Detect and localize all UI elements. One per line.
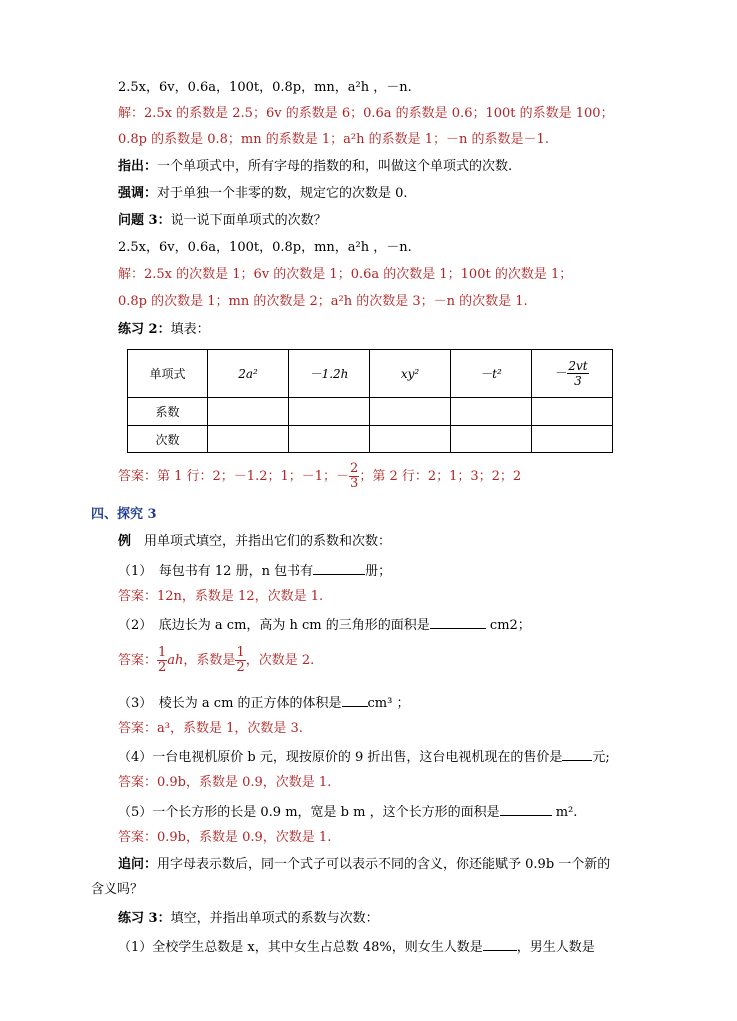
example-label: 例 bbox=[118, 534, 132, 549]
example-a2-fraction-2 bbox=[235, 646, 245, 675]
exercise-2 bbox=[118, 320, 210, 340]
example-a2 bbox=[118, 645, 314, 677]
fill-in-table bbox=[127, 349, 613, 453]
followup-label: 追问： bbox=[118, 857, 158, 872]
example-a3: 答案：a³，系数是 1，次数是 3. bbox=[118, 721, 303, 736]
example-q2-tail: cm2； bbox=[485, 618, 531, 633]
answer-blank[interactable] bbox=[430, 614, 486, 629]
answer-blank[interactable] bbox=[500, 801, 552, 816]
example-q2 bbox=[118, 614, 531, 636]
example-a2-numerator-2: 1 bbox=[236, 645, 245, 660]
exercise-3-q1-tail: ，男生人数是 bbox=[516, 940, 595, 955]
question-3 bbox=[118, 211, 327, 231]
followup-line-1 bbox=[118, 855, 610, 875]
table-cell-empty[interactable] bbox=[451, 398, 532, 426]
answer-blank[interactable] bbox=[342, 692, 368, 707]
table-cell-empty[interactable] bbox=[451, 426, 532, 453]
exercise-3-q1-text: （1）全校学生总数是 x，其中女生占总数 48%，则女生人数是 bbox=[118, 940, 483, 955]
emphasis-line bbox=[118, 184, 408, 204]
exercise-2-text: 填表： bbox=[170, 322, 210, 337]
example-q4 bbox=[118, 746, 610, 768]
followup-line-2: 含义吗？ bbox=[91, 882, 144, 897]
coefficient-answer-line-1: 解：2.5x 的系数是 2.5；6v 的系数是 6；0.6a 的系数是 0.6；100t 的系数是 100； bbox=[118, 106, 614, 121]
example-q5-tail: m². bbox=[551, 805, 578, 820]
fraction-denominator: 3 bbox=[574, 374, 582, 388]
example-text: 用单项式填空，并指出它们的系数和次数： bbox=[144, 534, 392, 549]
fraction bbox=[567, 359, 588, 388]
example-a5: 答案：0.9b，系数是 0.9，次数是 1. bbox=[118, 830, 332, 845]
question-3-label: 问题 3： bbox=[118, 213, 171, 228]
example-a2-denominator: 2 bbox=[158, 660, 167, 675]
table-answer-prefix: 答案：第 1 行：2；－1.2；1；－1；－ bbox=[118, 469, 350, 484]
fraction-sign: － bbox=[555, 366, 568, 380]
table-answer-suffix: ；第 2 行：2；1；3；2；2 bbox=[359, 469, 522, 484]
example-a2-prefix: 答案： bbox=[118, 653, 158, 668]
fraction-numerator: 2vt bbox=[568, 359, 588, 373]
monomial-list: 2.5x，6v，0.6a，100t，0.8p，mn，a²h ，－n. bbox=[118, 80, 412, 95]
example-q1-tail: 册； bbox=[365, 564, 392, 579]
table-answer-numerator: 2 bbox=[350, 461, 359, 476]
example-q5 bbox=[118, 801, 577, 823]
exercise-3-label: 练习 3： bbox=[118, 911, 171, 926]
table-cell-empty[interactable] bbox=[289, 426, 370, 453]
example-a2-suffix: ，次数是 2. bbox=[245, 653, 315, 668]
table-cell-empty[interactable] bbox=[208, 426, 289, 453]
example-q1 bbox=[118, 560, 391, 582]
example-a2-mid: ，系数是 bbox=[183, 653, 236, 668]
example-q4-text: （4）一台电视机原价 b 元，现按原价的 9 折出售，这台电视机现在的售价是 bbox=[118, 750, 563, 765]
table-header-monomial: 单项式 bbox=[128, 350, 208, 398]
question-3-text: 说一说下面单项式的次数？ bbox=[170, 213, 327, 228]
table-cell-empty[interactable] bbox=[532, 426, 613, 453]
example-q3 bbox=[118, 692, 409, 714]
table-answer-fraction bbox=[349, 462, 359, 491]
example-q1-text: （1） 每包书有 12 册，n 包书有 bbox=[118, 564, 314, 579]
example-q5-text: （5）一个长方形的长是 0.9 m，宽是 b m ，这个长方形的面积是 bbox=[118, 805, 500, 820]
monomial-list-2: 2.5x，6v，0.6a，100t，0.8p，mn，a²h ，－n. bbox=[118, 240, 412, 255]
table-cell-empty[interactable] bbox=[370, 398, 451, 426]
table-answer-denominator: 3 bbox=[350, 476, 359, 491]
example-q4-tail: 元; bbox=[592, 750, 610, 765]
example-q3-text: （3） 棱长为 a cm 的正方体的体积是 bbox=[118, 696, 342, 711]
exercise-3-q1 bbox=[118, 936, 595, 958]
definition-degree bbox=[118, 157, 512, 177]
degree-answer-line-2: 0.8p 的次数是 1；mn 的次数是 2；a²h 的次数是 3；－n 的次数是 1. bbox=[118, 294, 528, 309]
exercise-3 bbox=[118, 909, 379, 929]
emphasis-text: 对于单独一个非零的数，规定它的次数是 0. bbox=[157, 186, 408, 201]
table-cell-empty[interactable] bbox=[208, 398, 289, 426]
table-cell-monomial-1: 2a² bbox=[208, 350, 289, 398]
example-q3-tail: cm³ ； bbox=[367, 696, 410, 711]
example-q2-text: （2） 底边长为 a cm，高为 h cm 的三角形的面积是 bbox=[118, 618, 430, 633]
exercise-2-label: 练习 2： bbox=[118, 322, 171, 337]
degree-answer-line-1: 解：2.5x 的次数是 1；6v 的次数是 1；0.6a 的次数是 1；100t 的次数是 1； bbox=[118, 267, 573, 282]
table-answer bbox=[118, 462, 521, 492]
example-a2-fraction bbox=[157, 646, 167, 675]
table-cell-empty[interactable] bbox=[532, 398, 613, 426]
example-a1: 答案：12n，系数是 12，次数是 1. bbox=[118, 589, 324, 604]
example-a2-variable: ah bbox=[167, 653, 184, 668]
table-cell-monomial-3: xy² bbox=[370, 350, 451, 398]
example-a2-denominator-2: 2 bbox=[236, 660, 245, 675]
table-cell-monomial-4: －t² bbox=[451, 350, 532, 398]
answer-blank[interactable] bbox=[483, 936, 517, 951]
table-cell-empty[interactable] bbox=[289, 398, 370, 426]
answer-blank[interactable] bbox=[562, 746, 592, 761]
example-a4: 答案：0.9b，系数是 0.9，次数是 1. bbox=[118, 775, 332, 790]
table-cell-monomial-5 bbox=[532, 350, 613, 398]
section-4-heading: 四、探究 3 bbox=[91, 507, 157, 522]
answer-blank[interactable] bbox=[313, 560, 365, 575]
example-intro bbox=[118, 532, 391, 552]
example-a2-numerator: 1 bbox=[158, 645, 167, 660]
table-cell-empty[interactable] bbox=[370, 426, 451, 453]
table-header-coefficient: 系数 bbox=[128, 398, 208, 426]
point-out-label: 指出： bbox=[118, 159, 158, 174]
definition-text: 一个单项式中，所有字母的指数的和，叫做这个单项式的次数. bbox=[157, 159, 513, 174]
table-header-degree: 次数 bbox=[128, 426, 208, 453]
emphasis-label: 强调： bbox=[118, 186, 158, 201]
exercise-3-text: 填空，并指出单项式的系数与次数： bbox=[170, 911, 379, 926]
coefficient-answer-line-2: 0.8p 的系数是 0.8；mn 的系数是 1；a²h 的系数是 1；－n 的系数是－1. bbox=[118, 132, 549, 147]
followup-text: 用字母表示数后，同一个式子可以表示不同的含义，你还能赋予 0.9b 一个新的 bbox=[157, 857, 611, 872]
table-cell-monomial-2: －1.2h bbox=[289, 350, 370, 398]
